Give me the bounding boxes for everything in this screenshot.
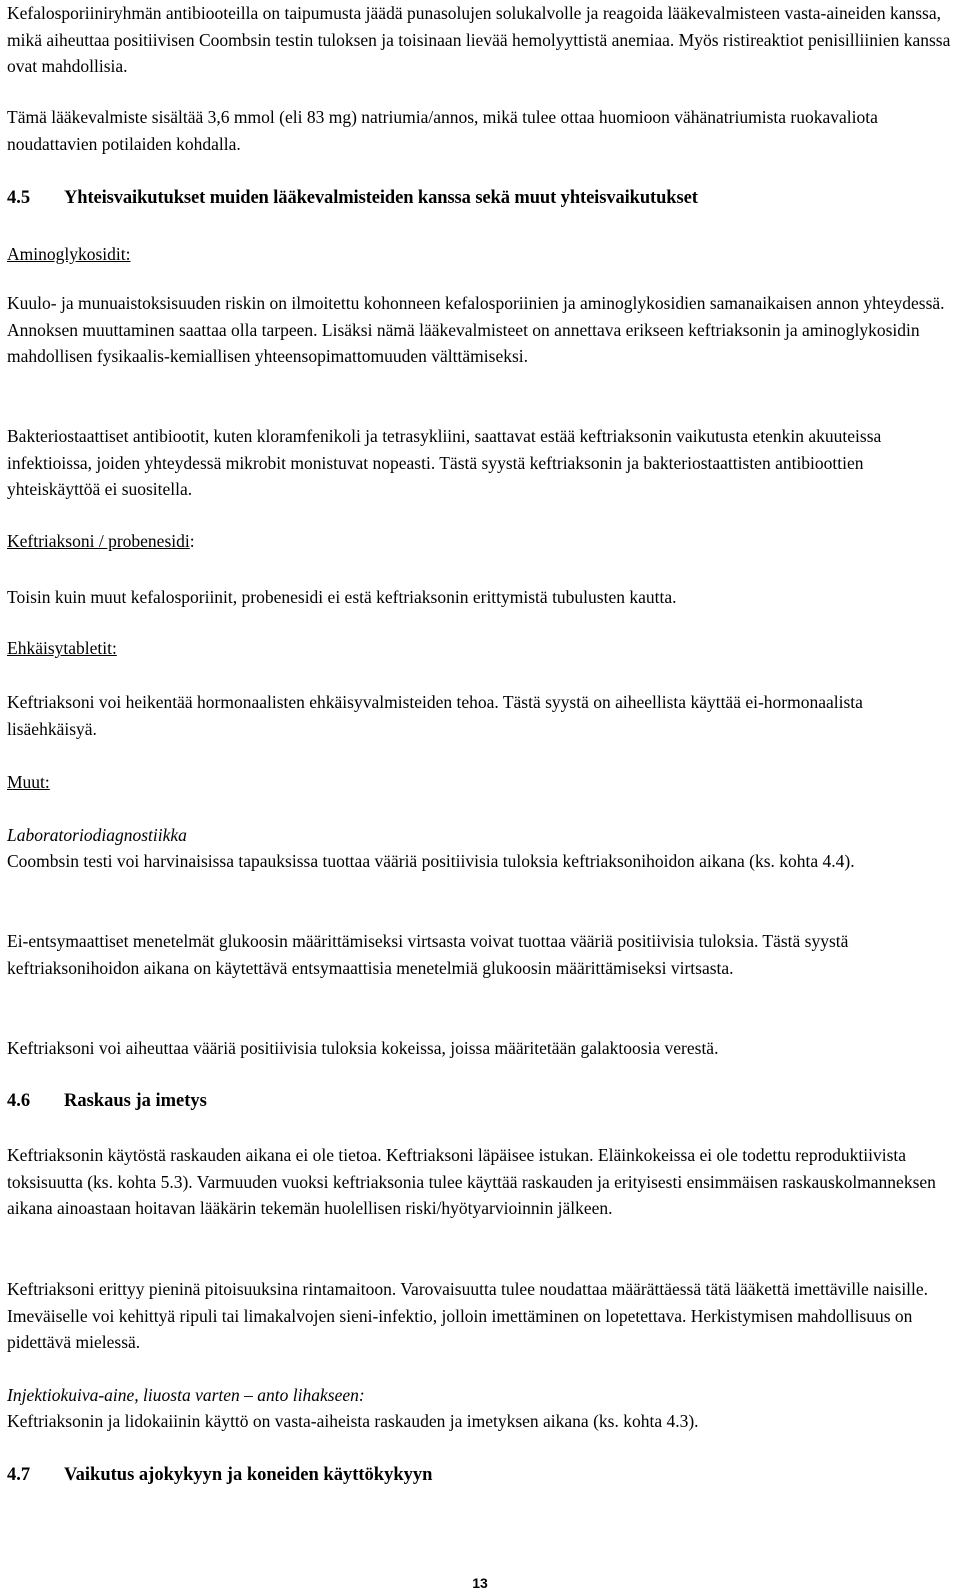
paragraph-probenesidi: Toisin kuin muut kefalosporiinit, probenesidi ei estä keftriaksonin erittymistä tubulusten kautta. — [7, 587, 677, 607]
paragraph-glukoosi: Ei-entsymaattiset menetelmät glukoosin määrittämiseksi virtsasta voivat tuottaa vääriä positiivisia tuloksia. Tästä syystä keftriaksonihoidon aikana on käytettävä entsymaattisia menetelmiä glukoosin määrittämiseksi virtsasta. — [7, 931, 849, 978]
paragraph-lidokaiini: Keftriaksonin ja lidokaiinin käyttö on vasta-aiheista raskauden ja imetyksen aikana (ks. kohta 4.3). — [7, 1411, 699, 1431]
paragraph-coombs-hemolysis: Kefalosporiiniryhmän antibiooteilla on taipumusta jäädä punasolujen solukalvolle ja reagoida lääkevalmisteen vasta-aineiden kanssa, mikä aiheuttaa positiivisen Coombsin testin tuloksen ja toisinaan lievää hemolyyttistä anemiaa. Myös ristireaktiot penisilliinien kanssa ovat mahdollisia. — [7, 3, 951, 76]
paragraph-sodium-content: Tämä lääkevalmiste sisältää 3,6 mmol (eli 83 mg) natriumia/annos, mikä tulee ottaa huomioon vähänatriumista ruokavaliota noudattavien potilaiden kohdalla. — [7, 107, 878, 154]
section-title: Vaikutus ajokykyyn ja koneiden käyttökykyyn — [64, 1465, 433, 1485]
paragraph-raskaus: Keftriaksonin käytöstä raskauden aikana ei ole tietoa. Keftriaksoni läpäisee istukan. Eläinkokeissa ei ole todettu reproduktiivista toksisuutta (ks. kohta 5.3). Varmuuden vuoksi keftriaksonia tulee käyttää raskauden ja erityisesti ensimmäisen raskauskolmanneksen aikana ainoastaan hoitavan lääkärin tekemän huolellisen riski/hyötyarvioinnin jälkeen. — [7, 1145, 936, 1218]
paragraph-bakteriostaattiset: Bakteriostaattiset antibiootit, kuten kloramfenikoli ja tetrasykliini, saattavat estää keftriaksonin vaikutusta etenkin akuuteissa infektioissa, joiden yhteydessä mikrobit monistuvat nopeasti. Tästä syystä keftriaksonin ja bakteriostaattisten antibioottien yhteiskäyttöä ei suositella. — [7, 426, 882, 499]
subheading-injektiokuiva-aine: Injektiokuiva-aine, liuosta varten – anto lihakseen: — [7, 1385, 365, 1405]
paragraph-ehkaisytabletit: Keftriaksoni voi heikentää hormonaalisten ehkäisyvalmisteiden tehoa. Tästä syystä on aiheellista käyttää ei-hormonaalista lisäehkäisyä. — [7, 692, 863, 739]
section-title: Yhteisvaikutukset muiden lääkevalmisteiden kanssa sekä muut yhteisvaikutukset — [64, 188, 698, 208]
paragraph-galaktoosi: Keftriaksoni voi aiheuttaa vääriä positiivisia tuloksia kokeissa, joissa määritetään galaktoosia verestä. — [7, 1038, 719, 1058]
subheading-laboratoriodiagnostiikka: Laboratoriodiagnostiikka — [7, 825, 187, 845]
subheading-aminoglykosidit: Aminoglykosidit: — [7, 244, 131, 264]
subheading-muut: Muut: — [7, 772, 50, 792]
subheading-ehkaisytabletit: Ehkäisytabletit: — [7, 638, 117, 658]
paragraph-coombs-test: Coombsin testi voi harvinaisissa tapauksissa tuottaa vääriä positiivisia tuloksia keftriaksonihoidon aikana (ks. kohta 4.4). — [7, 851, 855, 871]
section-number: 4.7 — [7, 1465, 31, 1485]
section-heading-4-7 — [7, 1462, 952, 1489]
section-title: Raskaus ja imetys — [64, 1091, 207, 1111]
page-number: 13 — [472, 1575, 488, 1591]
paragraph-aminoglykosidit: Kuulo- ja munuaistoksisuuden riskin on ilmoitettu kohonneen kefalosporiinien ja aminoglykosidien samanaikaisen annon yhteydessä. Annoksen muuttaminen saattaa olla tarpeen. Lisäksi nämä lääkevalmisteet on annettava erikseen keftriaksonin ja aminoglykosidin mahdollisen fysikaalis-kemiallisen yhteensopimattomuuden välttämiseksi. — [7, 293, 945, 366]
section-number: 4.6 — [7, 1091, 31, 1111]
subheading-probenesidi: Keftriaksoni / probenesidi: — [7, 531, 195, 551]
section-heading-4-6 — [7, 1088, 952, 1115]
section-number: 4.5 — [7, 188, 31, 208]
section-heading-4-5 — [7, 185, 952, 212]
paragraph-imetys: Keftriaksoni erittyy pieninä pitoisuuksina rintamaitoon. Varovaisuutta tulee noudattaa määrättäessä tätä lääkettä imettäville naisille. Imeväiselle voi kehittyä ripuli tai limakalvojen sieni-infektio, jolloin imettäminen on lopetettava. Herkistymisen mahdollisuus on pidettävä mielessä. — [7, 1279, 929, 1352]
